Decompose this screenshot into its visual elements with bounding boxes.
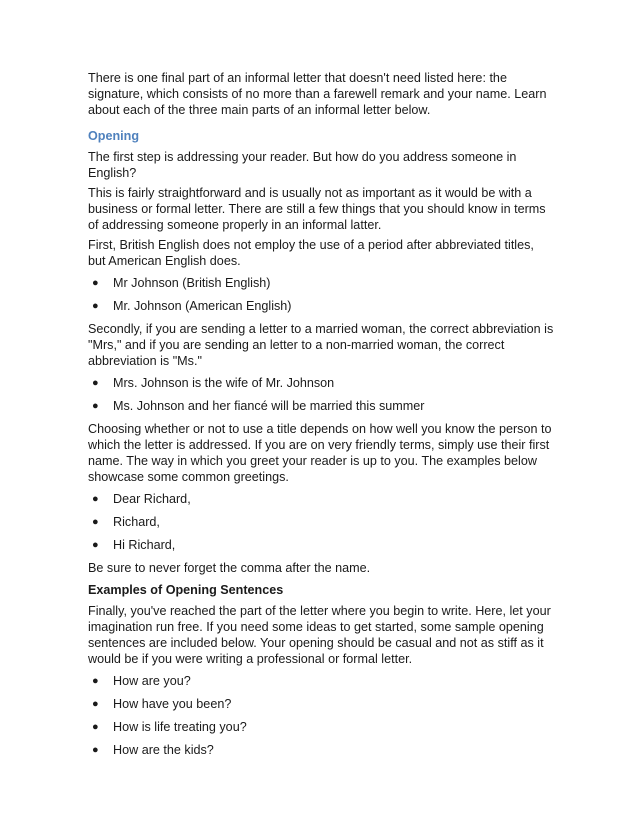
list-item-text: How are the kids? [113, 743, 214, 757]
bullet-icon: ● [92, 675, 99, 687]
opening-heading: Opening [88, 129, 140, 143]
list-item [88, 696, 554, 712]
bullet-icon: ● [92, 377, 99, 389]
bullet-icon: ● [92, 493, 99, 505]
intro-paragraph: There is one final part of an informal letter that doesn't need listed here: the signature, which consists of no more than a farewell remark and your name. Learn about each of the three main parts of an informal letter below. [88, 71, 547, 117]
list-item [88, 742, 554, 758]
list-item [88, 537, 554, 553]
list-item [88, 275, 554, 291]
list-item-text: How have you been? [113, 697, 232, 711]
list-item [88, 491, 554, 507]
list-item-text: Mrs. Johnson is the wife of Mr. Johnson [113, 376, 335, 390]
document-body [88, 70, 554, 765]
list-item-text: Hi Richard, [113, 538, 176, 552]
bullet-icon: ● [92, 744, 99, 756]
list-item-text: Mr. Johnson (American English) [113, 299, 292, 313]
bullet-icon: ● [92, 300, 99, 312]
list-item [88, 298, 554, 314]
examples-heading: Examples of Opening Sentences [88, 583, 284, 597]
list-item-text: How are you? [113, 674, 191, 688]
list-item [88, 673, 554, 689]
bullet-icon: ● [92, 400, 99, 412]
list-item-text: Dear Richard, [113, 492, 191, 506]
marital-title-list [88, 375, 554, 414]
list-item-text: How is life treating you? [113, 720, 247, 734]
list-item [88, 398, 554, 414]
opening-sentences-list [88, 673, 554, 758]
bullet-icon: ● [92, 539, 99, 551]
list-item [88, 375, 554, 391]
title-examples-list [88, 275, 554, 314]
bullet-icon: ● [92, 721, 99, 733]
opening-paragraph-2: This is fairly straightforward and is usually not as important as it would be with a business or formal letter. There are still a few things that you should know in terms of addressing someone properly in an informal latter. [88, 186, 546, 232]
opening-paragraph-6: Be sure to never forget the comma after the name. [88, 561, 371, 575]
opening-paragraph-5: Choosing whether or not to use a title depends on how well you know the person to which the letter is addressed. If you are on very friendly terms, simply use their first name. The way in which you greet your reader is up to you. The examples below showcase some common greetings. [88, 422, 552, 484]
list-item-text: Richard, [113, 515, 160, 529]
list-item-text: Ms. Johnson and her fiancé will be married this summer [113, 399, 425, 413]
opening-paragraph-4: Secondly, if you are sending a letter to a married woman, the correct abbreviation is "Mrs," and if you are sending an letter to a non-married woman, the correct abbreviation is "Ms." [88, 322, 554, 368]
greetings-list [88, 491, 554, 553]
bullet-icon: ● [92, 516, 99, 528]
list-item-text: Mr Johnson (British English) [113, 276, 271, 290]
opening-paragraph-3: First, British English does not employ the use of a period after abbreviated titles, but American English does. [88, 238, 534, 268]
list-item [88, 719, 554, 735]
examples-paragraph: Finally, you've reached the part of the letter where you begin to write. Here, let your imagination run free. If you need some ideas to get started, some sample opening sentences are included below. Your opening should be casual and not as stiff as it would be if you were writing a professional or formal letter. [88, 604, 551, 666]
opening-paragraph-1: The first step is addressing your reader. But how do you address someone in English? [88, 150, 517, 180]
bullet-icon: ● [92, 698, 99, 710]
bullet-icon: ● [92, 277, 99, 289]
list-item [88, 514, 554, 530]
